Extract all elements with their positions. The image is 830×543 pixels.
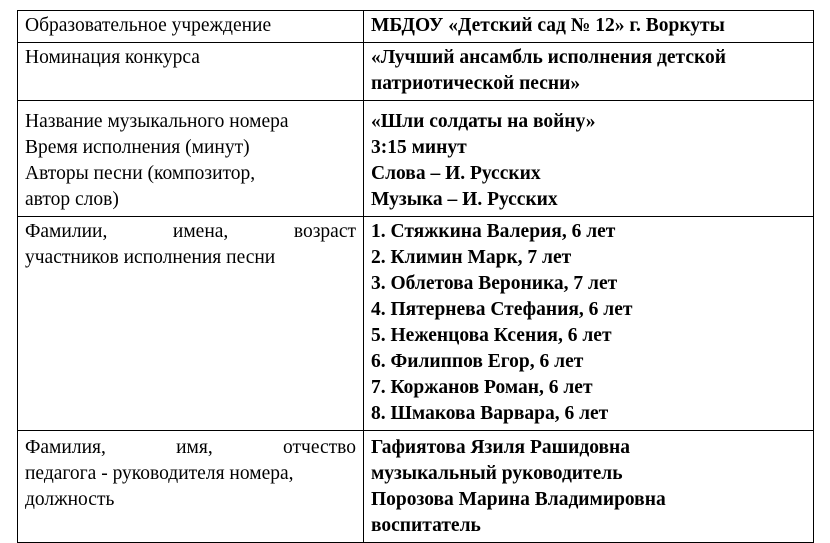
- table-row: [18, 43, 814, 101]
- field-label-word: имена,: [172, 221, 229, 242]
- field-label: Название музыкального номера: [25, 111, 289, 132]
- field-label-word: Фамилия,: [25, 437, 106, 458]
- composer-value: Музыка – И. Русских: [371, 189, 558, 210]
- field-label-justified-line: [25, 219, 356, 245]
- field-label-word: возраст: [293, 221, 356, 242]
- participant-item: 8. Шмакова Варвара, 6 лет: [371, 403, 609, 424]
- field-label: педагога - руководителя номера,: [25, 463, 294, 484]
- contest-application-table: [17, 10, 814, 543]
- participant-item: 1. Стяжкина Валерия, 6 лет: [371, 221, 616, 242]
- teachers-cell: [364, 431, 814, 543]
- field-label-word: имя,: [176, 437, 213, 458]
- field-label: участников исполнения песни: [25, 247, 276, 268]
- nomination-value-line: «Лучший ансамбль исполнения детской: [371, 47, 726, 68]
- field-label-cell: [18, 43, 364, 101]
- participants-cell: [364, 217, 814, 431]
- field-value-cell: [364, 101, 814, 217]
- field-label-cell: [18, 431, 364, 543]
- field-value-cell: [364, 43, 814, 101]
- table-row: [18, 431, 814, 543]
- participant-item: 6. Филиппов Егор, 6 лет: [371, 351, 584, 372]
- teacher-position: музыкальный руководитель: [371, 463, 623, 484]
- field-label-cell: [18, 101, 364, 217]
- field-value-cell: [364, 11, 814, 43]
- lyricist-value: Слова – И. Русских: [371, 163, 541, 184]
- participant-item: 5. Неженцова Ксения, 6 лет: [371, 325, 612, 346]
- participant-item: 2. Климин Марк, 7 лет: [371, 247, 572, 268]
- field-label-justified-line: [25, 435, 356, 461]
- institution-value: МБДОУ «Детский сад № 12» г. Воркуты: [371, 15, 725, 36]
- song-title-value: «Шли солдаты на войну»: [371, 111, 596, 132]
- field-label-word: Фамилии,: [25, 221, 108, 242]
- table-row: [18, 11, 814, 43]
- field-label: Время исполнения (минут): [25, 137, 250, 158]
- nomination-value-line: патриотической песни»: [371, 73, 581, 94]
- table-row: [18, 217, 814, 431]
- field-label: Образовательное учреждение: [25, 15, 272, 36]
- participant-item: 3. Облетова Вероника, 7 лет: [371, 273, 618, 294]
- field-label: Авторы песни (композитор,: [25, 163, 256, 184]
- field-label-cell: [18, 217, 364, 431]
- duration-value: 3:15 минут: [371, 137, 467, 158]
- field-label: автор слов): [25, 189, 119, 210]
- participant-item: 7. Коржанов Роман, 6 лет: [371, 377, 593, 398]
- teacher-name: Порозова Марина Владимировна: [371, 489, 666, 510]
- field-label: должность: [25, 489, 115, 510]
- field-label: Номинация конкурса: [25, 47, 200, 68]
- participant-item: 4. Пятернева Стефания, 6 лет: [371, 299, 633, 320]
- field-label-word: отчество: [283, 437, 356, 458]
- teacher-name: Гафиятова Язиля Рашидовна: [371, 437, 630, 458]
- teacher-position: воспитатель: [371, 515, 481, 536]
- field-label-cell: [18, 11, 364, 43]
- table-row: [18, 101, 814, 217]
